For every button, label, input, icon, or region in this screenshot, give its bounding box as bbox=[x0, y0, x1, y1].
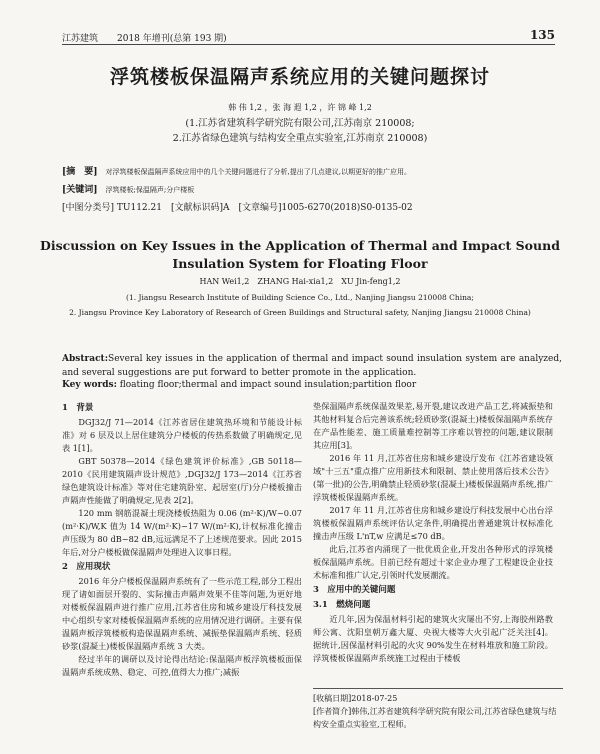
classification-line: [中图分类号] TU112.21 [文献标识码]A [文章编号]1005-6270(2018)S0-0135-02 bbox=[62, 203, 413, 213]
affiliation-en-2: 2. Jiangsu Province Key Laboratory of Research of Green Buildings and Structural safety, Nanjing Jiangsu 210008 China) bbox=[69, 308, 531, 317]
body-paragraph: 2016 年 11 月,江苏省住房和城乡建设厅发布《江苏省建设领域"十三五"重点推广应用新技术和限制、禁止使用落后技术公告》(第一批)的公告,明确禁止轻质砂浆(混凝土)楼板保温隔声系统,推广浮筑楼板保温隔声系统。 bbox=[313, 453, 553, 502]
body-right-column bbox=[313, 400, 553, 665]
keywords-en-text: floating floor;thermal and impact sound insulation;partition floor bbox=[119, 380, 417, 390]
abstract-en-label: Abstract: bbox=[62, 354, 109, 364]
affiliations-cn bbox=[0, 116, 600, 146]
body-paragraph: 2016 年分户楼板保温隔声系统有了一些示范工程,部分工程出现了诸如面层开裂的、实际撞击声隔声效果不佳等问题,为更好地对楼板保温隔声进行推广应用,江苏省住房和城乡建设厅科技发展中心组织专家对楼板保温隔声系统的应用情况进行调研。主要有保温隔声板浮筑楼板构造保温隔声系统、减振垫保温隔声系统、轻质砂浆(混凝土)楼板保温隔声系统 3 大类。 bbox=[62, 576, 302, 651]
body-paragraph: 2017 年 11 月,江苏省住房和城乡建设厅科技发展中心出台浮筑楼板保温隔声系统评估认定条件,明确提出普通建筑计权标准化撞击声压级 L'nT,w 应满足≤70 dB。 bbox=[313, 505, 553, 541]
body-paragraph: 近几年,因为保温材料引起的建筑火灾屡出不穷,上海胶州路教师公寓、沈阳皇朝万鑫大厦、央视大楼等大火引起广泛关注[4]。据统计,因保温材料引起的火灾 90%发生在材料堆放和施工阶段。浮筑楼板保温隔声系统施工过程由于楼板 bbox=[313, 614, 553, 663]
footnote bbox=[313, 688, 563, 731]
affiliation-cn-1: (1.江苏省建筑科学研究院有限公司,江苏南京 210008; bbox=[185, 118, 415, 129]
body-paragraph: DGJ32/J 71—2014《江苏省居住建筑热环境和节能设计标准》对 6 层及以上居住建筑分户楼板的传热系数做了明确规定,见表 1[1]。 bbox=[62, 417, 302, 453]
abstract-cn-label: [摘 要] bbox=[62, 167, 98, 177]
body-paragraph: 经过半年的调研以及讨论得出结论:保温隔声板浮筑楼板面保温隔声系统成熟、稳定、可控,值得大力推广;减振 bbox=[62, 654, 302, 677]
author-bio: [作者简介]韩伟,江苏省建筑科学研究院有限公司,江苏省绿色建筑与结构安全重点实验室,工程师。 bbox=[313, 707, 557, 729]
section-heading-background: 1 背景 bbox=[62, 403, 94, 413]
keywords-cn bbox=[62, 182, 562, 195]
abstract-cn-text: 对浮筑楼板保温隔声系统应用中的几个关键问题进行了分析,提出了几点建议,以期更好的推广应用。 bbox=[105, 168, 411, 176]
abstract-en-text: Several key issues in the application of thermal and impact sound insulation system are analyzed, and several suggestions are put forward to better promote in the application. bbox=[62, 354, 562, 378]
authors-cn: 韩 伟 1,2 ，张 海 遐 1,2 ，许 锦 峰 1,2 bbox=[228, 103, 372, 112]
article-title-cn: 浮筑楼板保温隔声系统应用的关键问题探讨 bbox=[109, 66, 490, 88]
affiliation-en-1: (1. Jiangsu Research Institute of Building Science Co., Ltd., Nanjing Jiangsu 210008 China; bbox=[126, 293, 474, 302]
body-paragraph: GBT 50378—2014《绿色建筑评价标准》,GB 50118—2010《民用建筑隔声设计规范》,DGJ32/J 173—2014《江苏省绿色建筑设计标准》等对住宅建筑卧室、起居室(厅)分户楼板撞击声隔声性能做了明确规定,见表 2[2]。 bbox=[62, 456, 302, 505]
issue-info: 2018 年增刊(总第 193 期) bbox=[117, 34, 227, 44]
received-date: [收稿日期]2018-07-25 bbox=[313, 694, 398, 703]
journal-name: 江苏建筑 bbox=[62, 34, 99, 44]
keywords-cn-text: 浮筑楼板;保温隔声;分户楼板 bbox=[105, 186, 195, 194]
body-paragraph: 垫保温隔声系统保温效果差,易开裂,建议改进产品工艺,将减振垫和其他材料复合后完善该系统;轻质砂浆(混凝土)楼板保温隔声系统存在产品性能差、施工质量难控制等工序难以管控的问题,建议限制其应用[3]。 bbox=[313, 401, 553, 450]
authors-en: HAN Wei1,2 ZHANG Hai-xia1,2 XU Jin-feng1,2 bbox=[199, 277, 401, 286]
page-number: 135 bbox=[529, 28, 555, 42]
keywords-en-label: Key words: bbox=[62, 380, 117, 390]
affiliation-cn-2: 2.江苏省绿色建筑与结构安全重点实验室,江苏南京 210008) bbox=[172, 133, 428, 144]
abstract-cn bbox=[62, 164, 562, 177]
subsection-heading-combustion: 3.1 燃烧问题 bbox=[313, 600, 371, 610]
abstract-en bbox=[62, 352, 562, 380]
body-paragraph: 此后,江苏省内涌现了一批优质企业,开发出各种形式的浮筑楼板保温隔声系统。目前已经有超过十家企业办理了工程建设企业技术标准和推广认定,引领时代发展潮流。 bbox=[313, 544, 553, 580]
section-heading-key-issues: 3 应用中的关键问题 bbox=[313, 585, 396, 595]
keywords-en bbox=[62, 380, 562, 390]
article-title-en: Discussion on Key Issues in the Application of Thermal and Impact Sound Insulation System for Floating Floor bbox=[40, 238, 560, 271]
section-heading-status: 2 应用现状 bbox=[62, 562, 111, 572]
keywords-cn-label: [关键词] bbox=[62, 185, 98, 195]
body-paragraph: 120 mm 钢筋混凝土现浇楼板热阻为 0.06 (m²·K)/W~0.07 (m²·K)/W,K 值为 14 W/(m²·K)~17 W/(m²·K),计权标准化撞击声压级为 80 dB~82 dB,远远满足不了上述规范要求。因此 2015 年后,对分户楼板做保温隔声处理进入议事日程。 bbox=[62, 508, 302, 557]
running-header bbox=[62, 28, 555, 45]
body-left-column bbox=[62, 400, 302, 679]
